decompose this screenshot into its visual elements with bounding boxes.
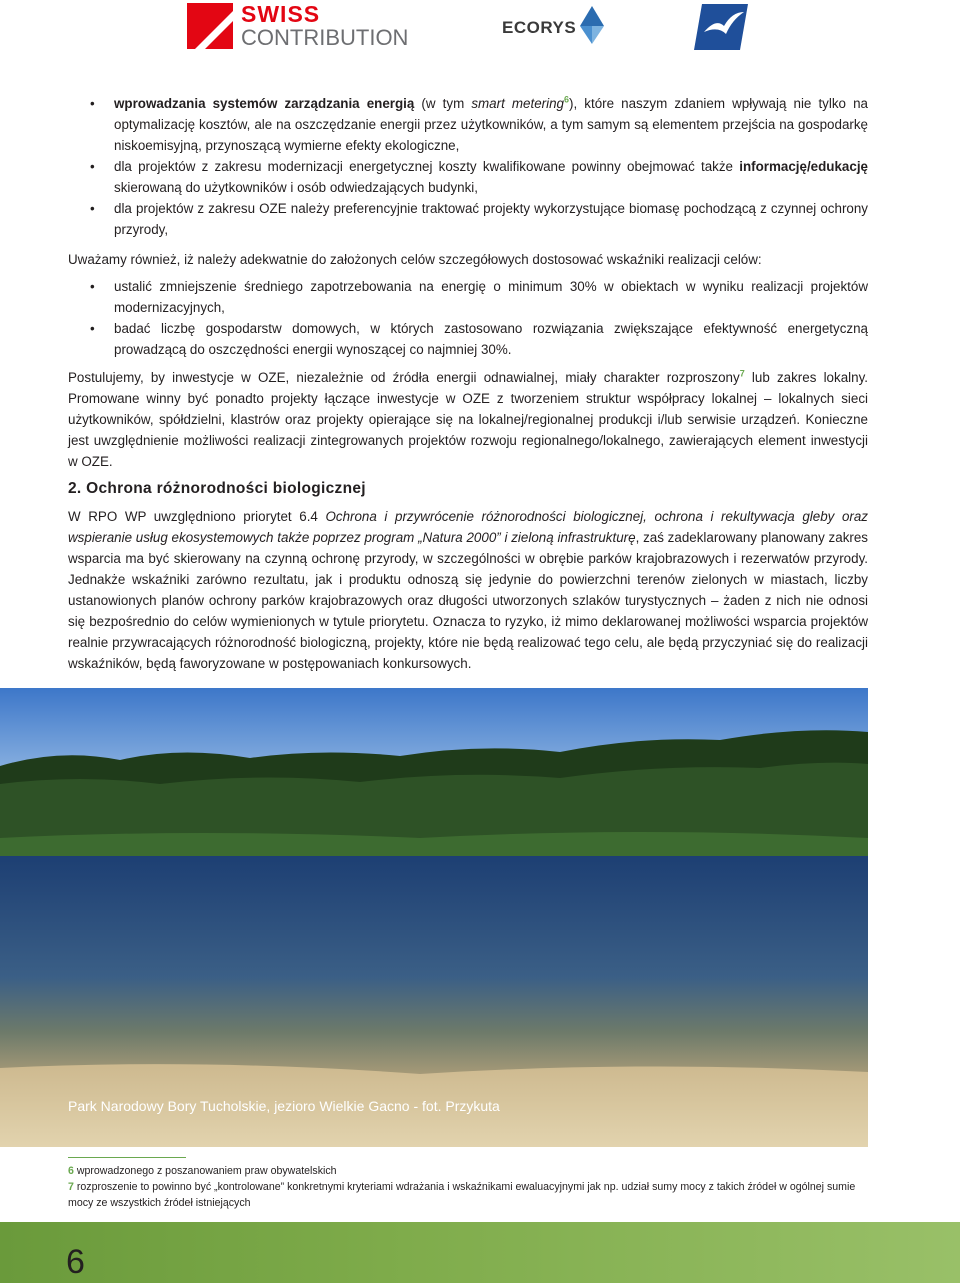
list-item (68, 93, 868, 156)
indicators-section (68, 249, 868, 270)
bullet-text: dla projektów z zakresu OZE należy preferencyjnie traktować projekty wykorzystujące biomasę pochodzącą z czynnej ochrony przyrody, (114, 201, 868, 237)
footnote-ref: 6 (564, 94, 570, 105)
bullet-italic: smart metering (471, 96, 564, 111)
ecorys-logo-text: ECORYS (502, 17, 577, 37)
list-item: • ustalić zmniejszenie średniego zapotrzebowania na energię o minimum 30% w obiektach w wyniku realizacji projektów modernizacyjnych, (68, 276, 868, 318)
bullet-text: dla projektów z zakresu modernizacji energetycznej koszty kwalifikowane powinny obejmować także (114, 159, 740, 174)
ecorys-triangle-icon (580, 6, 604, 49)
section-heading-wrap (68, 478, 868, 499)
bullet-text: (w tym (414, 96, 472, 111)
top-bullet-list (68, 93, 868, 240)
swiss-contribution-logo (187, 3, 408, 51)
oze-section (68, 367, 868, 472)
list-item (68, 156, 868, 198)
footnote-text: wprowadzonego z poszanowaniem praw obywatelskich (73, 1165, 337, 1177)
bio-section (68, 506, 868, 674)
page-number: 6 (66, 1243, 85, 1281)
swiss-logo-line1: SWISS (241, 1, 321, 27)
paragraph-text: W RPO WP uwzględniono priorytet 6.4 (68, 509, 326, 524)
footnote-number: 7 (68, 1181, 74, 1193)
ecorys-logo (502, 6, 604, 49)
bullet-text: ), które naszym zdaniem wpływają nie tylko na optymalizację kosztów, ale na oszczędzanie energii przez użytkowników, a tym samym są elementem przejścia na gospodarkę niskoemisyjną, przynoszącą wymierne efekty ekologiczne, (114, 96, 868, 153)
footer-green-bar (0, 1222, 960, 1283)
indicators-bullet-list (68, 276, 868, 360)
paragraph-indicators: Uważamy również, iż należy adekwatnie do założonych celów szczegółowych dostosować wskaźniki realizacji celów: (68, 252, 762, 267)
seagull-logo-icon (694, 4, 748, 50)
paragraph-text: lub zakres lokalny. Promowane winny być ponadto projekty łączące inwestycje w OZE z tworzeniem struktur współpracy lokalnej – lokalnych sieci użytkowników, spółdzielni, klastrów oraz projekty opierające się na lokalnej/regionalnej produkcji i/lub serwisie urządzeń. Konieczne jest uwzględnienie możliwości realizacji zintegrowanych projektów rozwoju regionalnego/lokalnego, zawierających element inwestycji w OZE. (68, 370, 868, 469)
footnotes (68, 1163, 868, 1211)
section-title: 2. Ochrona różnorodności biologicznej (68, 480, 366, 497)
footnote-item (68, 1179, 868, 1211)
paragraph-italic: Ochrona i przywrócenie różnorodności biologicznej, ochrona i rekultywacja gleby oraz wspieranie usług ekosystemowych także poprzez program „Natura 2000” i zieloną infrastrukturę (68, 509, 868, 545)
footnote-item (68, 1163, 868, 1179)
paragraph-text: Postulujemy, by inwestycje w OZE, niezależnie od źródła energii odnawialnej, miały charakter rozproszony (68, 370, 740, 385)
paragraph-oze (68, 367, 868, 472)
footnote-number: 6 (68, 1165, 74, 1177)
swiss-logo-line2: CONTRIBUTION (241, 25, 409, 50)
paragraph-text: , zaś zadeklarowany planowany zakres wsparcia ma być skierowany na czynną ochronę przyrody, w szczególności w obrębie parków krajobrazowych i rezerwatów przyrody. Jednakże wskaźniki zarówno rezultatu, jak i produktu odnoszą się jedynie do powierzchni terenów zielonych w miastach, liczby ustanowionych planów ochrony parków krajobrazowych oraz długości utworzonych szlaków turystycznych – żaden z nich nie odnosi się bezpośrednio do celów wymienionych w tytule priorytetu. Oznacza to ryzyko, iż mimo deklarowanej możliwości wsparcia projektów realnie przywracających różnorodność biologiczną, projekty, które nie będą realizować tego celu, ale będą przyczyniać się do realizacji wskaźników, będą faworyzowane w postępowaniach konkursowych. (68, 530, 868, 671)
footnote-ref: 7 (739, 368, 745, 379)
paragraph-bio (68, 506, 868, 674)
list-item: • badać liczbę gospodarstw domowych, w których zastosowano rozwiązania zwiększające efektywność energetyczną prowadzącą do oszczędności energii wynoszącej co najmniej 30%. (68, 318, 868, 360)
bullet-bold: informację/edukację (739, 159, 868, 174)
lake-photo (0, 688, 868, 1147)
footnote-text: rozproszenie to powinno być „kontrolowane” konkretnymi kryteriami wdrażania i wskaźnikami ewaluacyjnymi jak np. udział sumy mocy z takich źródeł w ogólnej sumie mocy ze wszystkich źródeł istniejących (68, 1181, 856, 1209)
list-item (68, 198, 868, 240)
photo-caption: Park Narodowy Bory Tucholskie, jezioro Wielkie Gacno - fot. Przykuta (68, 1098, 500, 1114)
header-logos (0, 0, 960, 60)
footnote-divider (68, 1157, 186, 1158)
bullet-bold: wprowadzania systemów zarządzania energią (114, 96, 415, 111)
swiss-flag-icon (187, 3, 233, 49)
bullet-text: skierowaną do użytkowników i osób odwiedzających budynki, (114, 180, 478, 195)
